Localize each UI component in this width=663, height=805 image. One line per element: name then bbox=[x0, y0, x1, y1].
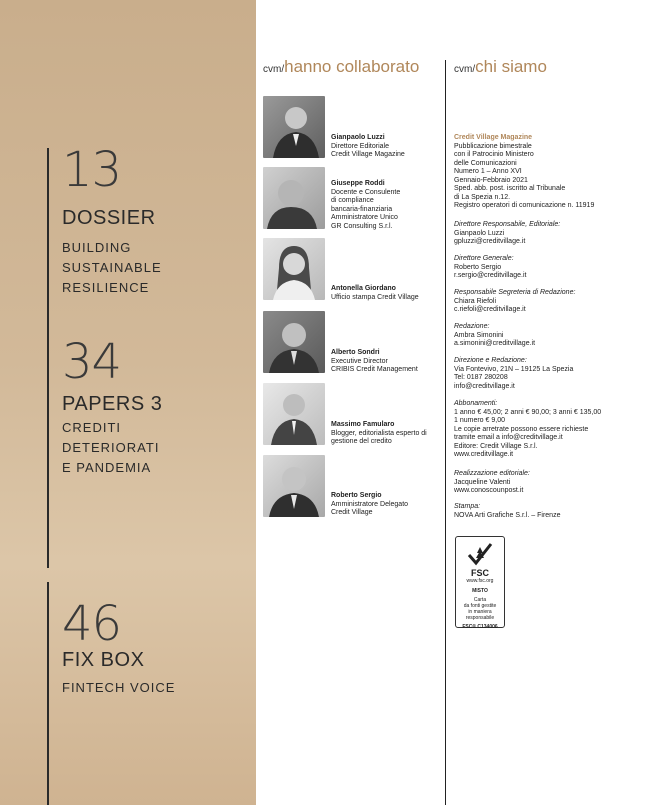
page-number: 13 bbox=[62, 142, 122, 198]
website-link[interactable]: www.conoscounpost.it bbox=[454, 487, 524, 494]
contributor-photo bbox=[263, 167, 325, 229]
contributor-name: Massimo Famularo bbox=[331, 421, 395, 428]
email-link[interactable]: c.riefoli@creditvillage.it bbox=[454, 306, 526, 313]
contributor-role: CRIBIS Credit Management bbox=[331, 366, 418, 373]
contributor-role: Direttore Editoriale bbox=[331, 142, 389, 150]
section-label: Direzione e Redazione: bbox=[454, 357, 527, 364]
section-title: DOSSIER bbox=[62, 207, 156, 229]
section-subtitle: BUILDING bbox=[62, 240, 132, 255]
masthead-section bbox=[454, 255, 526, 281]
contributor-card bbox=[331, 421, 427, 447]
masthead-section bbox=[454, 221, 560, 247]
section-line: Editore: Credit Village S.r.l. bbox=[454, 442, 538, 450]
masthead-line: Sped. abb. post. iscritto al Tribunale bbox=[454, 185, 566, 192]
heading-prefix: cvm/ bbox=[263, 64, 285, 75]
email-link[interactable]: r.sergio@creditvillage.it bbox=[454, 272, 527, 279]
contributor-name: Alberto Sondri bbox=[331, 349, 380, 356]
fsc-certification-logo bbox=[455, 536, 505, 628]
contributor-role: Amministratore Unico bbox=[331, 214, 398, 221]
contributor-card bbox=[331, 180, 400, 231]
section-line: 1 anno € 45,00; 2 anni € 90,00; 3 anni € 135,00 bbox=[454, 408, 602, 416]
email-link[interactable]: a.simonini@creditvillage.it bbox=[454, 340, 536, 347]
section-subtitle: E PANDEMIA bbox=[62, 460, 152, 475]
masthead-section bbox=[454, 323, 535, 349]
toc-divider-line bbox=[47, 582, 49, 805]
toc-divider-line bbox=[47, 148, 49, 568]
page-number: 46 bbox=[62, 596, 122, 652]
fsc-claim: in maniera responsabile bbox=[465, 609, 495, 621]
heading-title: chi siamo bbox=[475, 57, 547, 76]
section-line: Ambra Simonini bbox=[454, 331, 504, 339]
contributor-role: gestione del credito bbox=[331, 438, 392, 445]
section-line: 1 numero € 9,00 bbox=[454, 417, 505, 424]
contributor-role: Credit Village bbox=[331, 509, 373, 516]
section-line: Le copie arretrate possono essere richieste bbox=[454, 425, 589, 433]
contributor-role: Ufficio stampa Credit Village bbox=[331, 293, 419, 301]
contributor-photo bbox=[263, 96, 325, 158]
column-divider bbox=[445, 60, 446, 805]
fsc-label: MISTO bbox=[472, 588, 488, 594]
masthead-section bbox=[454, 400, 601, 460]
contributor-role: Blogger, editorialista esperto di bbox=[331, 429, 427, 437]
section-subtitle: RESILIENCE bbox=[62, 280, 150, 295]
contributor-role: Amministratore Delegato bbox=[331, 500, 409, 508]
section-label: Direttore Responsabile, Editoriale: bbox=[454, 221, 561, 228]
magazine-name: Credit Village Magazine bbox=[454, 134, 533, 141]
masthead-line: Numero 1 – Anno XVI bbox=[454, 168, 522, 175]
fsc-code: FSC® C134006 bbox=[462, 624, 498, 630]
contributor-photo bbox=[263, 311, 325, 373]
section-line: NOVA Arti Grafiche S.r.l. – Firenze bbox=[454, 511, 561, 519]
section-subtitle: SUSTAINABLE bbox=[62, 260, 162, 275]
website-link[interactable]: www.creditvillage.it bbox=[454, 451, 514, 458]
section-line: Chiara Riefoli bbox=[454, 297, 497, 305]
contributor-role: GR Consulting S.r.l. bbox=[331, 222, 393, 230]
masthead-line: delle Comunicazioni bbox=[454, 159, 517, 167]
fsc-logo-text: FSC bbox=[471, 568, 489, 578]
masthead-line: Gennaio-Febbraio 2021 bbox=[454, 176, 528, 184]
masthead-section bbox=[454, 470, 530, 496]
section-line: Via Fontevivo, 21N – 19125 La Spezia bbox=[454, 365, 574, 373]
section-line: Tel: 0187 280208 bbox=[454, 374, 508, 381]
fsc-claim: Carta bbox=[473, 597, 487, 603]
contributor-role: bancaria-finanziaria bbox=[331, 205, 393, 213]
section-label: Stampa: bbox=[454, 503, 481, 510]
contributor-card bbox=[331, 285, 419, 302]
toc-entry-fixbox[interactable] bbox=[62, 596, 176, 698]
fsc-claim: da fonti gestite bbox=[463, 603, 497, 609]
heading-prefix: cvm/ bbox=[454, 64, 476, 75]
section-subtitle: FINTECH VOICE bbox=[62, 680, 176, 695]
section-line: tramite email a info@creditvillage.it bbox=[454, 434, 563, 441]
tree-check-icon bbox=[465, 541, 495, 567]
masthead-line: Registro operatori di comunicazione n. 11919 bbox=[454, 202, 595, 209]
about-heading bbox=[454, 57, 547, 77]
masthead-section bbox=[454, 503, 560, 520]
section-label: Abbonamenti: bbox=[454, 400, 498, 407]
masthead-line: di La Spezia n.12. bbox=[454, 193, 511, 201]
section-subtitle: CREDITI bbox=[62, 420, 121, 435]
section-label: Realizzazione editoriale: bbox=[454, 470, 530, 477]
masthead-line: con il Patrocinio Ministero bbox=[454, 151, 534, 158]
section-label: Direttore Generale: bbox=[454, 255, 514, 262]
email-link[interactable]: gpluzzi@creditvillage.it bbox=[454, 238, 526, 245]
contributor-name: Roberto Sergio bbox=[331, 492, 382, 499]
contributor-card bbox=[331, 349, 418, 375]
contributor-photo bbox=[263, 238, 325, 300]
heading-title: hanno collaborato bbox=[284, 57, 420, 76]
toc-panel bbox=[0, 0, 256, 805]
contributor-card bbox=[331, 492, 408, 518]
masthead-line: Pubblicazione bimestrale bbox=[454, 142, 532, 150]
section-line: Jacqueline Valenti bbox=[454, 478, 511, 486]
collaborators-heading bbox=[263, 57, 419, 77]
contributor-name: Giuseppe Roddi bbox=[331, 180, 385, 187]
section-line: Roberto Sergio bbox=[454, 263, 502, 271]
section-title: PAPERS 3 bbox=[62, 393, 163, 415]
contributor-name: Gianpaolo Luzzi bbox=[331, 134, 385, 141]
section-line: Gianpaolo Luzzi bbox=[454, 229, 505, 237]
page-number: 34 bbox=[62, 334, 122, 390]
contributor-card bbox=[331, 134, 405, 160]
toc-entry-papers[interactable] bbox=[62, 334, 163, 478]
contributor-photo bbox=[263, 455, 325, 517]
contributor-role: Executive Director bbox=[331, 357, 388, 365]
masthead-section bbox=[454, 357, 573, 391]
masthead-block bbox=[454, 134, 594, 211]
contributor-role: di compliance bbox=[331, 197, 374, 204]
section-subtitle: DETERIORATI bbox=[62, 440, 160, 455]
contributor-role: Credit Village Magazine bbox=[331, 151, 405, 158]
section-label: Redazione: bbox=[454, 323, 490, 330]
section-title: FIX BOX bbox=[62, 649, 145, 671]
fsc-site: www.fsc.org bbox=[466, 578, 494, 584]
section-label: Responsabile Segreteria di Redazione: bbox=[454, 289, 576, 296]
contributor-name: Antonella Giordano bbox=[331, 285, 396, 292]
email-link[interactable]: info@creditvillage.it bbox=[454, 382, 515, 390]
contributor-role: Docente e Consulente bbox=[331, 188, 401, 196]
contributor-photo bbox=[263, 383, 325, 445]
toc-entry-dossier[interactable] bbox=[62, 142, 162, 298]
masthead-section bbox=[454, 289, 575, 315]
